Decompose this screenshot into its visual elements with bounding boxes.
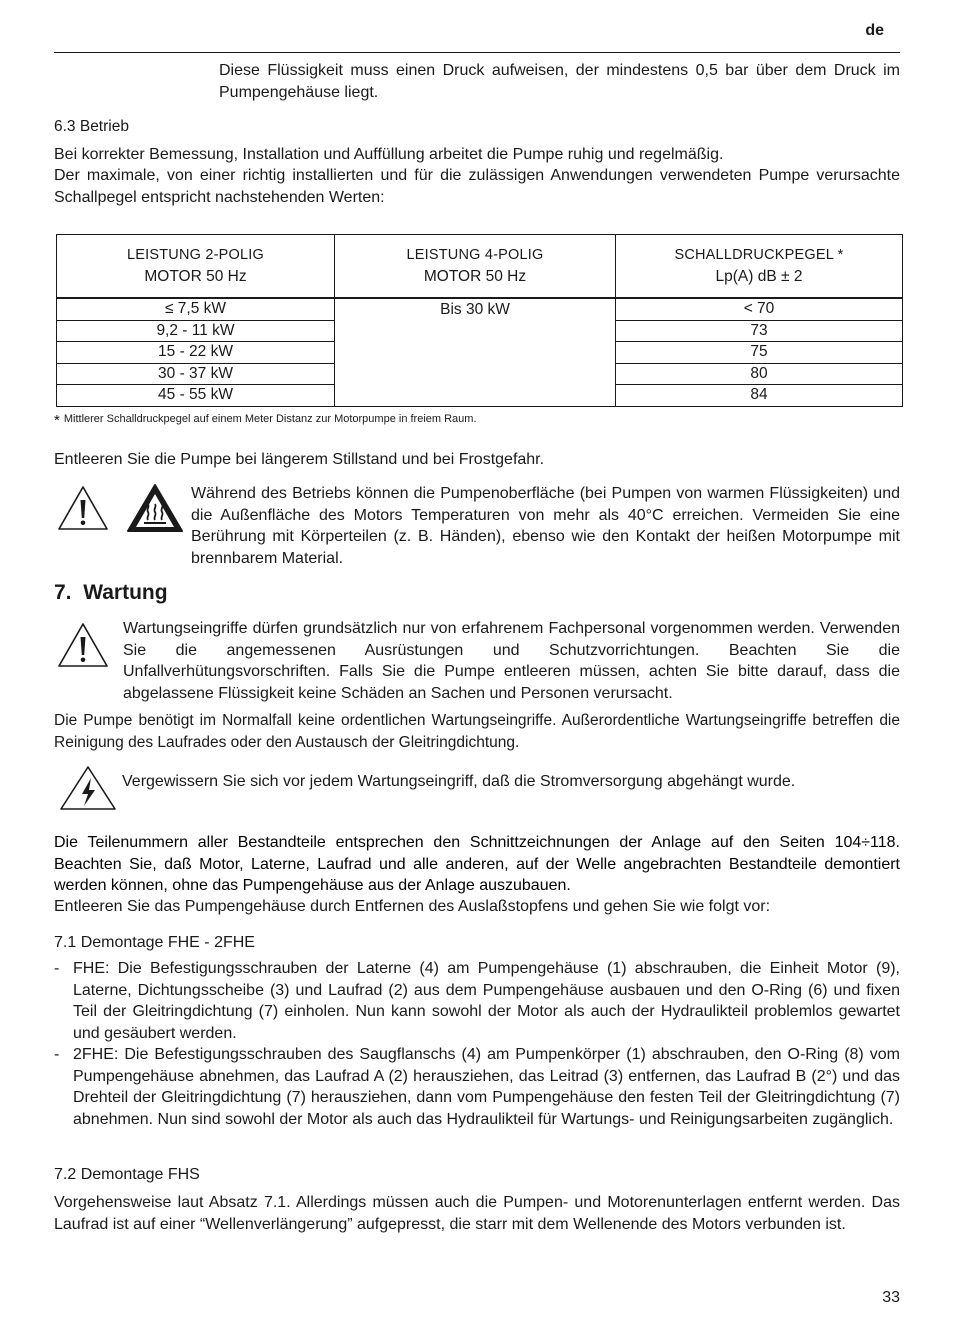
section-6-3-heading: 6.3 Betrieb [54, 118, 129, 135]
page-number: 33 [882, 1289, 900, 1306]
table-row: 30 - 37 kW 80 [57, 363, 903, 385]
section-7-paragraph-3: Entleeren Sie das Pumpengehäuse durch Entfernen des Auslaßstopfens und gehen Sie wie folgt vor: [54, 898, 771, 915]
table-row: 45 - 55 kW 84 [57, 385, 903, 407]
electrical-warning-text: Vergewissern Sie sich vor jedem Wartungseingriff, daß die Stromversorgung abgehängt wurde. [122, 773, 796, 790]
header-rule [54, 52, 900, 53]
section-7-2-paragraph: Vorgehensweise laut Absatz 7.1. Allerdings müssen auch die Pumpen- und Motorenunterlagen entfernt werden. Das Laufrad ist auf einer “Wellenverlängerung” aufgepresst, die starr mit dem Wellenende des Motors verbunden ist. [54, 1194, 900, 1233]
hot-surface-warning-text: Während des Betriebs können die Pumpenoberfläche (bei Pumpen von warmen Flüssigkeiten) und die Außenfläche des Motors Temperaturen von mehr als 40°C erreichen. Vermeiden Sie eine Berührung mit Körperteilen (z. B. Händen), ebenso wie den Kontakt der heißen Motorpumpe mit brennbarem Material. [191, 485, 900, 567]
section-7-1-heading: 7.1 Demontage FHE - 2FHE [54, 934, 255, 951]
maintenance-warning-text: Wartungseingriffe dürfen grundsätzlich nur von erfahrenem Fachpersonal vorgenommen werden. Verwenden Sie die angemessenen Ausrüstungen und Schutzvorrichtungen. Beachten Sie die Unfallverhütungsvorschriften. Falls Sie die Pumpe entleeren müssen, achten Sie bitte darauf, dass die abgelassene Flüssigkeit keine Schäden an Sachen und Personen verursacht. [123, 620, 900, 702]
noise-level-table [56, 234, 903, 407]
hot-surface-warning-icon [126, 483, 184, 533]
drain-instruction: Entleeren Sie die Pumpe bei längerem Stillstand und bei Frostgefahr. [54, 451, 545, 468]
section-7-paragraph-2: Die Teilenummern aller Bestandteile entsprechen den Schnittzeichnungen der Anlage auf den Seiten 104÷118. Beachten Sie, daß Motor, Laterne, Laufrad und alle anderen, auf der Welle angebrachten Bestandteile demontiert werden können, ohne das Pumpengehäuse aus der Anlage auszubauen. [54, 834, 900, 894]
warning-exclamation-icon [56, 621, 110, 669]
electrical-hazard-icon [58, 764, 118, 812]
list-item: - 2FHE: Die Befestigungsschrauben des Saugflanschs (4) am Pumpenkörper (1) abschrauben, den O-Ring (8) vom Pumpengehäuse abnehmen, das Laufrad A (2) herausziehen, das Leitrad (3) entfernen, das Laufrad B (2°) und das Drehteil der Gleitringdichtung (7) herausziehen, dann vom Pumpengehäuse den festen Teil der Gleitringdichtung (7) abnehmen. Nun sind sowohl der Motor als auch das Hydraulikteil für Wartungs- und Reinigungsarbeiten zugänglich. [54, 1046, 900, 1128]
column-header-2pole: LEISTUNG 2-POLIG MOTOR 50 Hz [57, 235, 335, 299]
section-7-title: 7. Wartung [54, 581, 168, 604]
column-header-sound-level: SCHALLDRUCKPEGEL * Lp(A) dB ± 2 [616, 235, 903, 299]
warning-exclamation-icon [56, 484, 110, 532]
table-header-row [57, 235, 903, 299]
language-tag: de [865, 22, 884, 39]
section-6-3-p1: Bei korrekter Bemessung, Installation und Auffüllung arbeitet die Pumpe ruhig und regelmäßig. [54, 146, 724, 163]
intro-paragraph: Diese Flüssigkeit muss einen Druck aufweisen, der mindestens 0,5 bar über dem Druck im Pumpengehäuse liegt. [219, 62, 900, 101]
disassembly-steps-list [54, 958, 900, 1130]
table-footnote: * Mittlerer Schalldruckpegel auf einem Meter Distanz zur Motorpumpe in freiem Raum. [54, 412, 477, 429]
list-item: - FHE: Die Befestigungsschrauben der Laterne (4) am Pumpengehäuse (1) abschrauben, die Einheit Motor (9), Laterne, Dichtungsscheibe (3) und Laufrad (2) aus dem Pumpengehäuse ausbauen und den O-Ring (6) und fixen Teil der Gleitringdichtung (7) einholen. Nun kann sowohl der Motor als auch der Hydraulikteil problemlos gewartet und gesäubert werden. [54, 960, 900, 1042]
column-header-4pole: LEISTUNG 4-POLIG MOTOR 50 Hz [335, 235, 616, 299]
section-7-2-heading: 7.2 Demontage FHS [54, 1166, 200, 1183]
section-7-paragraph-1: Die Pumpe benötigt im Normalfall keine ordentlichen Wartungseingriffe. Außerordentliche Wartungseingriffe betreffen die Reinigung des Laufrades oder den Austausch der Gleitringdichtung. [54, 712, 900, 751]
table-row: 15 - 22 kW 75 [57, 342, 903, 364]
section-6-3-p2: Der maximale, von einer richtig installierten und für die zulässigen Anwendungen verwendeten Pumpe verursachte Schallpegel entspricht nachstehenden Werten: [54, 167, 900, 206]
table-row: 9,2 - 11 kW 73 [57, 320, 903, 342]
table-row: ≤ 7,5 kW Bis 30 kW < 70 [57, 298, 903, 320]
